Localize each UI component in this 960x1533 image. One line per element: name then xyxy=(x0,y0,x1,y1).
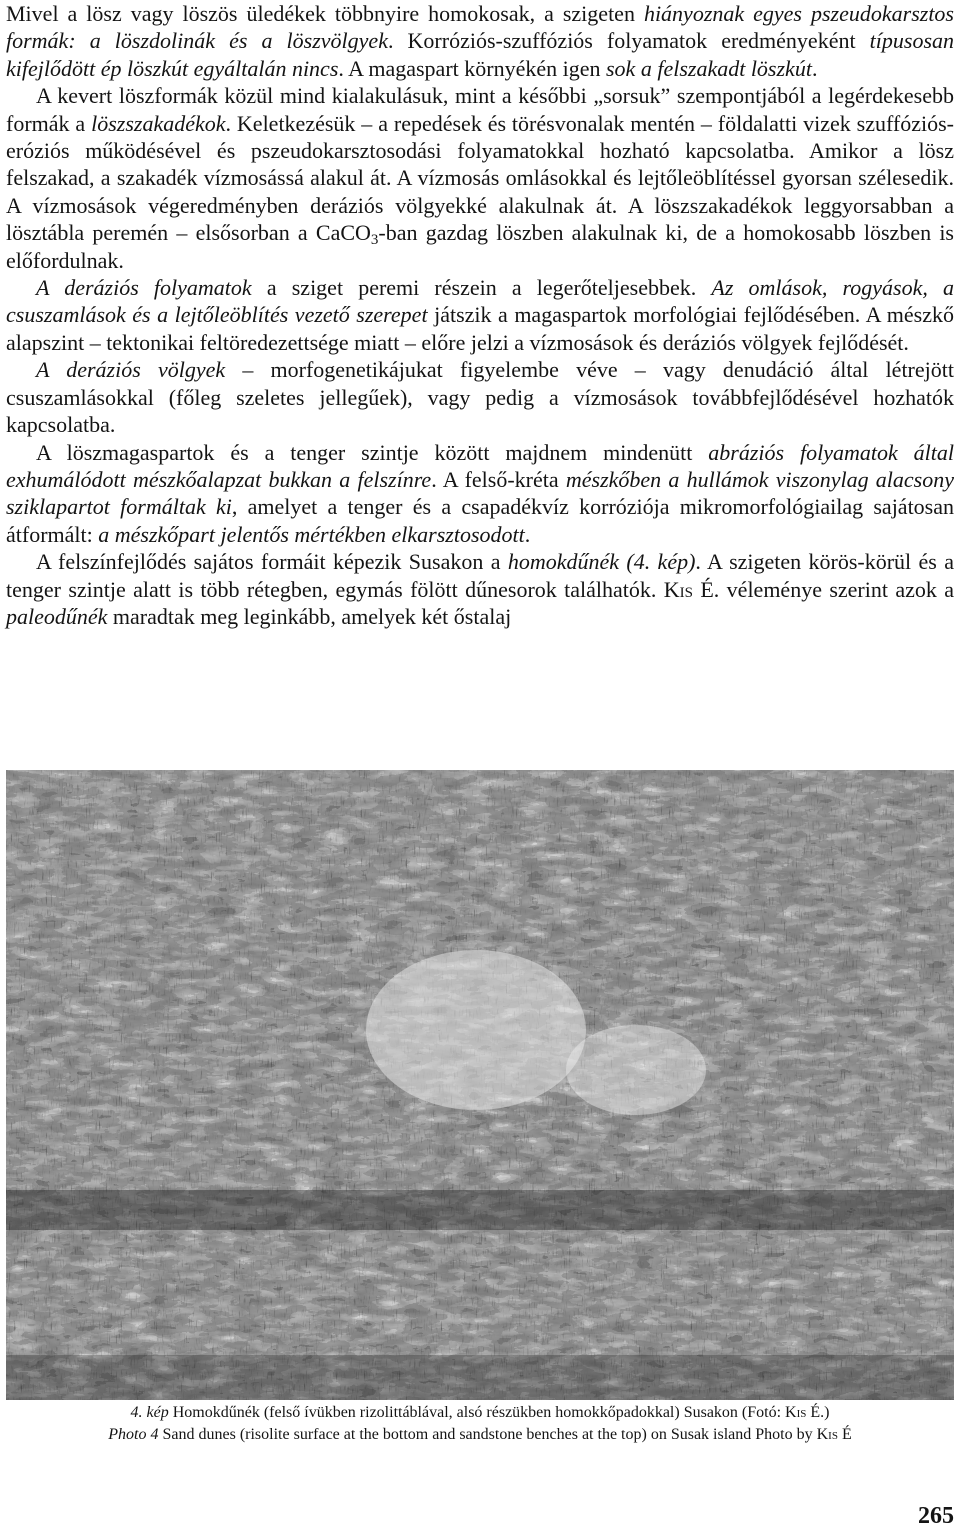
caption-text: Sand dunes (risolite surface at the bottom and sandstone benches at the top) on Susak island Photo by xyxy=(158,1426,817,1443)
italic-run: homokdűnék (4. kép) xyxy=(507,549,696,575)
text-run: . A magaspart környékén igen xyxy=(338,55,606,81)
text-run: A kevert löszformák közül mind kialakulásuk, mint a későbbi „sorsuk” szempontjából a legérdekesebb formák a xyxy=(6,83,954,136)
caption-author: Kis É. xyxy=(785,1404,825,1421)
italic-run: paleodűnék xyxy=(6,603,108,629)
italic-run: sok a felszakadt löszkút xyxy=(606,55,812,81)
paragraph-1 xyxy=(6,0,954,82)
italic-run: típusosan kifejlődött ép löszkút egyáltalán nincs xyxy=(6,28,955,81)
photo-shadow-band xyxy=(6,1190,954,1230)
photo-highlight xyxy=(366,950,586,1110)
text-run: A felszínfejlődés sajátos formáit képezik Susakon a xyxy=(36,549,508,575)
body-text xyxy=(6,0,954,630)
italic-run: abráziós folyamatok által exhumálódott mészkőalapzat bukkan a felszínre xyxy=(6,439,955,492)
text-run: véleménye szerint azok a xyxy=(719,576,955,602)
paragraph-6 xyxy=(6,548,954,630)
text-run: A löszmagaspartok és a tenger szintje között majdnem mindenütt xyxy=(36,439,709,465)
italic-run: a mészkőpart jelentős mértékben elkarsztosodott xyxy=(98,521,525,547)
text-run: . xyxy=(811,55,818,81)
caption-ref: Photo 4 xyxy=(108,1426,159,1443)
italic-run: A deráziós folyamatok xyxy=(36,275,252,301)
paragraph-5 xyxy=(6,439,954,549)
text-run: a sziget peremi részein a legerőteljesebbek. xyxy=(251,275,712,301)
italic-run: Az omlások, rogyások, a csuszamlások és a lejtőleöblítés vezető szerepet xyxy=(6,275,954,328)
text-run: . A szigeten körös-körül és a tenger szintje alatt is több rétegben, egymás fölött dűnesorok találhatók. xyxy=(6,549,954,602)
photo-shadow-band xyxy=(6,1355,954,1400)
caption-text: Homokdűnék (felső ívükben rizolittáblával, alsó részükben homokkőpadokkal) Susakon (Fotó: xyxy=(168,1404,786,1421)
text-run: Mivel a lösz vagy löszös üledékek többnyire homokosak, a szigeten xyxy=(6,1,644,26)
caption-hungarian xyxy=(6,1402,954,1424)
paragraph-4 xyxy=(6,356,954,438)
page-number: 265 xyxy=(918,1503,954,1529)
italic-run: mészkőben a hullámok viszonylag alacsony sziklapartot formáltak ki xyxy=(6,466,954,520)
caption-text: ) xyxy=(824,1404,830,1421)
text-run: -ban gazdag löszben alakulnak ki, de a homokosabb löszben is előfordulnak. xyxy=(6,220,954,273)
italic-run: hiányoznak egyes pszeudokarsztos formák: a löszdolinák és a löszvölgyek xyxy=(6,1,954,54)
caption-author: Kis É xyxy=(816,1426,852,1443)
italic-run: A deráziós völgyek xyxy=(36,357,226,383)
photo-image xyxy=(6,770,954,1400)
text-run: , amelyet a tenger és a csapadékvíz korróziója mikromorfológiailag sajátosan átformált: xyxy=(6,494,955,547)
text-run: maradtak meg leginkább, amelyek két őstalaj xyxy=(107,603,512,629)
figure-caption xyxy=(6,1402,954,1446)
text-run: . A felső-kréta xyxy=(431,466,566,492)
paragraph-2 xyxy=(6,82,954,274)
italic-run: löszszakadékok xyxy=(91,110,226,136)
photo-highlight xyxy=(566,1025,706,1115)
caption-english xyxy=(6,1424,954,1446)
text-run: – morfogenetikájukat figyelembe véve – vagy denudáció által létrejött csuszamlásokkal (főleg szeletes jellegűek), vagy pedig a vízmosások továbbfejlődésével hozhatók kapcsolatba. xyxy=(6,357,954,438)
text-run: . Korróziós-szuffóziós folyamatok eredményeként xyxy=(387,28,870,54)
text-run: . Keletkezésük – a repedések és törésvonalak mentén – földalatti vizek szuffóziós-eróziós működésével és pszeudokarsztosodási folyamatokkal hozható kapcsolatba. Amikor a lösz felszakad, a szakadék vízmosássá alakul át. A vízmosás omlásokkal és lejtőleöblítéssel gyorsan szélesedik. A vízmosások végeredményben deráziós völgyekké alakulnak át. A löszszakadékok leggyorsabban a lösztábla peremén – elsősorban a CaCO xyxy=(6,110,954,246)
subscript: 3 xyxy=(370,232,379,249)
author-name: Kis É. xyxy=(663,576,720,602)
paragraph-3 xyxy=(6,274,954,356)
dune-photo xyxy=(6,770,954,1400)
text-run: . xyxy=(524,521,531,547)
caption-ref: 4. kép xyxy=(130,1404,169,1421)
text-run: játszik a magaspartok morfológiai fejlődésében. A mészkő alapszint – tektonikai feltöredezettsége miatt – előre jelzi a vízmosások és deráziós völgyek fejlődését. xyxy=(6,302,954,355)
